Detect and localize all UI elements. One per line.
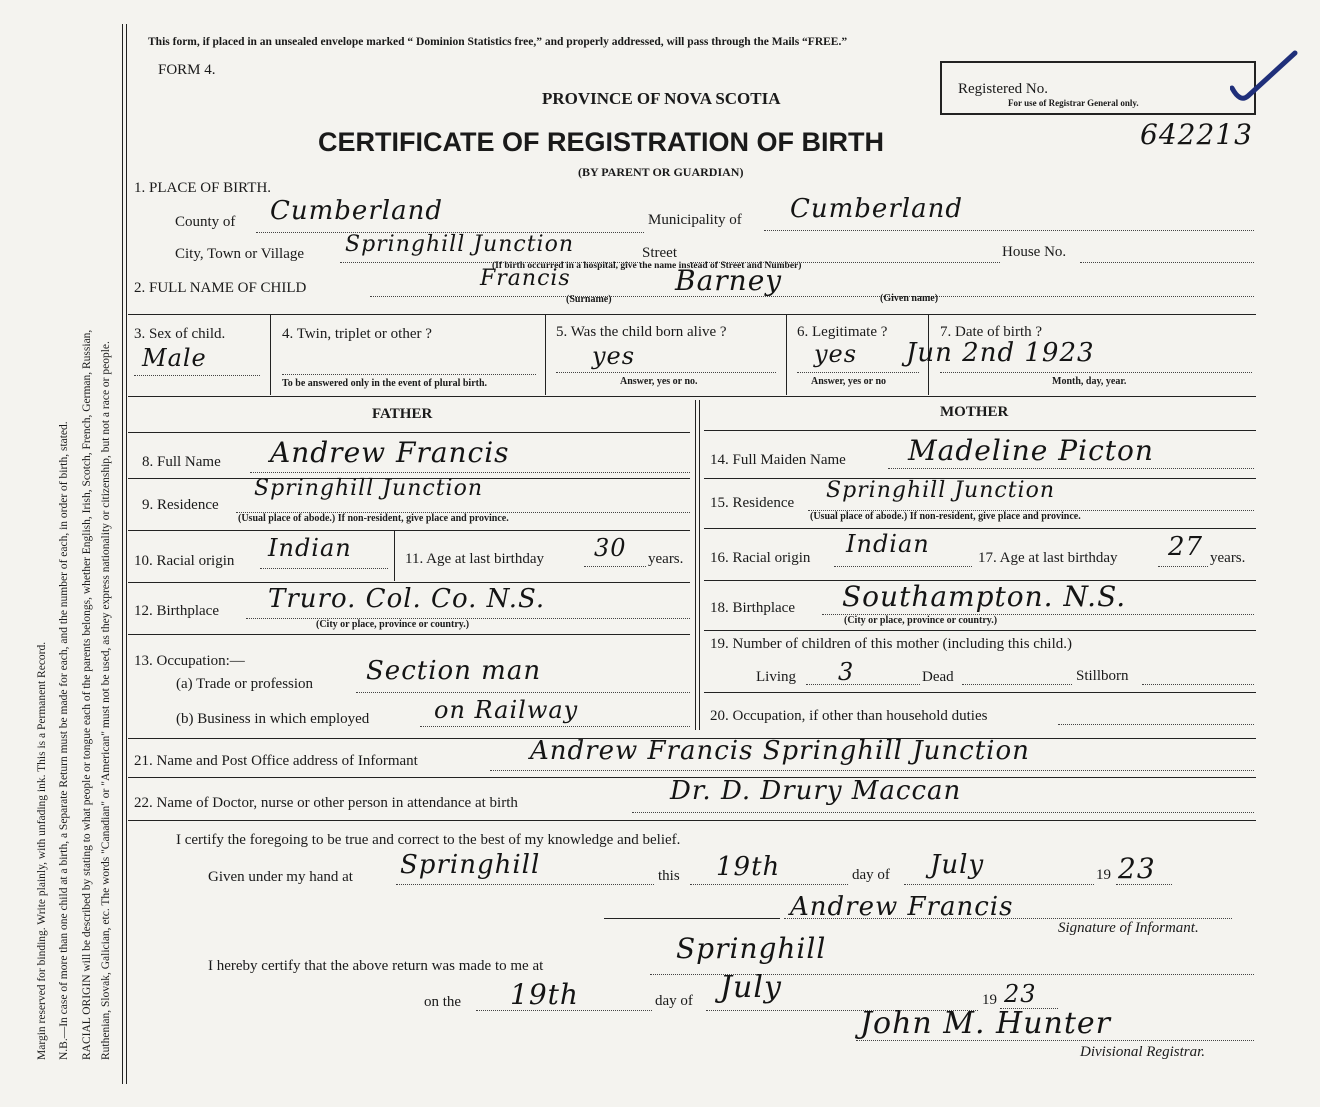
father-row-rule-4 xyxy=(128,634,690,635)
business-label: (b) Business in which employed xyxy=(176,711,370,727)
doctor-value: Dr. D. Drury Maccan xyxy=(670,776,962,806)
stillborn-line xyxy=(1142,684,1254,685)
father-row-rule-2 xyxy=(128,530,690,531)
alive-note: Answer, yes or no. xyxy=(620,376,698,387)
binding-margin-line xyxy=(122,24,123,1084)
municipality-value: Cumberland xyxy=(790,194,963,224)
child-name-line xyxy=(370,296,1254,297)
mother-age-label: 17. Age at last birthday xyxy=(978,550,1118,566)
living-value: 3 xyxy=(838,658,855,686)
registrar-signature-line xyxy=(856,1040,1254,1041)
on-the-label: on the xyxy=(424,994,462,1010)
father-birthplace-value: Truro. Col. Co. N.S. xyxy=(268,584,546,614)
mother-occupation-line xyxy=(1058,724,1254,725)
alive-value: yes xyxy=(592,342,636,370)
divider-1 xyxy=(270,315,271,395)
registrar-place-value: Springhill xyxy=(676,932,827,965)
margin-note-1: Margin reserved for binding. Write plainly, with unfading ink. This is a Permanent Record. xyxy=(36,641,48,1060)
father-race-line xyxy=(260,568,388,569)
mother-age-value: 27 xyxy=(1168,532,1204,562)
given-place-line xyxy=(396,884,654,885)
mother-age-line xyxy=(1158,566,1208,567)
registrar-year-prefix: 19 xyxy=(982,992,997,1008)
mother-race-line xyxy=(834,566,972,567)
sex-line xyxy=(134,375,260,376)
given-place-value: Springhill xyxy=(400,850,541,880)
father-race-value: Indian xyxy=(268,534,352,562)
dob-line xyxy=(940,372,1252,373)
children-count-label: 19. Number of children of this mother (including this child.) xyxy=(710,636,1073,652)
divider-3 xyxy=(786,315,787,395)
registrar-signature: John M. Hunter xyxy=(860,1006,1112,1041)
informant-signature-line xyxy=(784,918,1232,919)
registrar-statement: I hereby certify that the above return was made to me at xyxy=(208,958,544,974)
legitimate-note: Answer, yes or no xyxy=(811,376,887,387)
father-heading-rule xyxy=(128,432,690,433)
twin-line xyxy=(282,374,536,375)
mother-row-rule-5 xyxy=(704,692,1256,693)
binding-margin-line-2 xyxy=(126,24,127,1084)
father-name-label: 8. Full Name xyxy=(142,454,221,470)
certify-month-value: July xyxy=(930,850,985,880)
father-age-value: 30 xyxy=(594,534,627,562)
house-line xyxy=(1080,262,1254,263)
twin-label: 4. Twin, triplet or other ? xyxy=(282,326,432,342)
living-line xyxy=(806,684,920,685)
margin-note-3: RACIAL ORIGIN will be described by stating to what people or tongue each of the parents belongs, whether English, Irish, Scotch, French, German, Russian, xyxy=(81,329,93,1060)
mother-birthplace-value: Southampton. N.S. xyxy=(842,580,1127,613)
county-value: Cumberland xyxy=(270,196,443,226)
certify-day-value: 19th xyxy=(716,852,781,882)
dead-line xyxy=(962,684,1072,685)
alive-label: 5. Was the child born alive ? xyxy=(556,324,727,340)
certificate-subtitle: (BY PARENT OR GUARDIAN) xyxy=(578,165,744,179)
father-birthplace-label: 12. Birthplace xyxy=(134,603,219,619)
twin-note: To be answered only in the event of plural birth. xyxy=(282,378,488,389)
business-value: on Railway xyxy=(434,696,579,724)
alive-line xyxy=(556,372,776,373)
informant-signature-label: Signature of Informant. xyxy=(1058,920,1199,936)
legitimate-value: yes xyxy=(814,340,858,368)
county-label: County of xyxy=(175,214,236,230)
this-label: this xyxy=(658,868,680,884)
mother-residence-value: Springhill Junction xyxy=(826,478,1055,503)
mother-heading: MOTHER xyxy=(940,404,1009,420)
mother-occupation-label: 20. Occupation, if other than household duties xyxy=(710,708,988,724)
child-name-label: 2. FULL NAME OF CHILD xyxy=(134,280,307,296)
father-birthplace-note: (City or place, province or country.) xyxy=(316,619,470,630)
living-label: Living xyxy=(756,669,796,685)
trade-line xyxy=(356,692,690,693)
informant-signature: Andrew Francis xyxy=(790,892,1014,922)
given-name-label: (Given name) xyxy=(880,293,939,304)
signature-rule xyxy=(604,918,780,919)
dob-label: 7. Date of birth ? xyxy=(940,324,1043,340)
mother-name-label: 14. Full Maiden Name xyxy=(710,452,846,468)
mother-years-label: years. xyxy=(1210,550,1246,566)
trade-value: Section man xyxy=(366,656,542,686)
mother-name-line xyxy=(888,468,1254,469)
registered-no-label: Registered No. xyxy=(958,81,1048,97)
hospital-note: (If birth occurred in a hospital, give the name instead of Street and Number) xyxy=(492,261,802,271)
father-name-line xyxy=(250,472,690,473)
stillborn-label: Stillborn xyxy=(1076,668,1129,684)
mother-race-label: 16. Racial origin xyxy=(710,550,811,566)
father-age-line xyxy=(584,566,646,567)
mother-race-value: Indian xyxy=(846,530,930,558)
place-of-birth-heading: 1. PLACE OF BIRTH. xyxy=(134,180,272,196)
house-label: House No. xyxy=(1002,244,1067,260)
father-race-divider xyxy=(394,531,395,581)
dob-value: Jun 2nd 1923 xyxy=(906,338,1095,368)
margin-note-2: N.B.—In case of more than one child at a birth, a Separate Return must be made for each, and the number of each, in order of birth, stated. xyxy=(58,421,70,1060)
certify-year-prefix: 19 xyxy=(1096,867,1111,883)
checkmark-icon xyxy=(1230,48,1300,108)
child-given-name: Barney xyxy=(675,264,783,297)
certify-day-line xyxy=(690,884,848,885)
mother-birthplace-note: (City or place, province or country.) xyxy=(844,615,998,626)
given-under-hand-label: Given under my hand at xyxy=(208,869,353,885)
doctor-label: 22. Name of Doctor, nurse or other person in attendance at birth xyxy=(134,795,518,811)
informant-label: 21. Name and Post Office address of Informant xyxy=(134,753,418,769)
dob-note: Month, day, year. xyxy=(1052,376,1127,387)
mother-residence-label: 15. Residence xyxy=(710,495,795,511)
trade-label: (a) Trade or profession xyxy=(176,676,314,692)
doctor-line xyxy=(632,812,1254,813)
father-row-rule-3 xyxy=(128,582,690,583)
mother-row-rule-2 xyxy=(704,528,1256,529)
registrar-general-note: For use of Registrar General only. xyxy=(1008,98,1139,108)
mother-row-rule-4 xyxy=(704,630,1256,631)
municipality-label: Municipality of xyxy=(648,212,742,228)
father-race-label: 10. Racial origin xyxy=(134,553,235,569)
informant-value: Andrew Francis Springhill Junction xyxy=(530,736,1030,766)
mother-residence-note: (Usual place of abode.) If non-resident, give place and province. xyxy=(810,511,1081,522)
mother-name-value: Madeline Picton xyxy=(908,434,1154,467)
registration-number: 642213 xyxy=(1140,118,1253,151)
business-line xyxy=(420,726,690,727)
registrar-day-of-label: day of xyxy=(655,993,693,1009)
certify-year-line xyxy=(1116,884,1172,885)
child-surname: Francis xyxy=(480,266,571,291)
divider-2 xyxy=(545,315,546,395)
row-bottom-border xyxy=(128,396,1256,397)
section-rule-c xyxy=(128,820,1256,821)
street-label: Street xyxy=(642,245,677,261)
city-label: City, Town or Village xyxy=(175,246,305,262)
certify-statement: I certify the foregoing to be true and correct to the best of my knowledge and belief. xyxy=(176,832,681,848)
father-occupation-label: 13. Occupation:— xyxy=(134,653,245,669)
city-value: Springhill Junction xyxy=(345,232,574,257)
father-name-value: Andrew Francis xyxy=(270,436,510,469)
surname-label: (Surname) xyxy=(566,294,612,305)
mother-birthplace-label: 18. Birthplace xyxy=(710,600,795,616)
registrar-signature-label: Divisional Registrar. xyxy=(1080,1044,1206,1060)
row-top-border xyxy=(128,314,1256,315)
registrar-month-value: July xyxy=(720,970,782,1005)
informant-line xyxy=(490,770,1254,771)
registrar-day-line xyxy=(476,1010,652,1011)
sex-value: Male xyxy=(142,344,207,372)
column-divider-2 xyxy=(699,400,700,730)
legitimate-label: 6. Legitimate ? xyxy=(797,324,888,340)
column-divider xyxy=(695,400,696,730)
mother-heading-rule xyxy=(704,430,1256,431)
municipality-line xyxy=(764,230,1254,231)
registrar-day-value: 19th xyxy=(510,978,579,1011)
province-heading: PROVINCE OF NOVA SCOTIA xyxy=(542,89,781,108)
margin-note-4: Ruthenian, Slovak, Galician, etc. The words "Canadian" or "American" must not be used, as they express nationality or citizenship, but not a race or people. xyxy=(100,341,112,1060)
registrar-year-value: 23 xyxy=(1004,980,1037,1008)
certify-year-value: 23 xyxy=(1118,852,1156,885)
father-residence-note: (Usual place of abode.) If non-resident, give place and province. xyxy=(238,513,509,524)
certify-day-of-label: day of xyxy=(852,867,890,883)
father-age-label: 11. Age at last birthday xyxy=(405,551,544,567)
certificate-title: CERTIFICATE OF REGISTRATION OF BIRTH xyxy=(318,127,884,157)
legitimate-line xyxy=(797,372,919,373)
father-residence-value: Springhill Junction xyxy=(254,476,483,501)
form-number: FORM 4. xyxy=(158,62,216,78)
sex-label: 3. Sex of child. xyxy=(134,326,226,342)
father-residence-label: 9. Residence xyxy=(142,497,219,513)
certify-month-line xyxy=(904,884,1094,885)
father-years-label: years. xyxy=(648,551,684,567)
father-heading: FATHER xyxy=(372,406,433,422)
dead-label: Dead xyxy=(922,669,954,685)
postal-notice: This form, if placed in an unsealed envelope marked “ Dominion Statistics free,” and properly addressed, will pass through the Mails “FREE.” xyxy=(148,36,848,48)
